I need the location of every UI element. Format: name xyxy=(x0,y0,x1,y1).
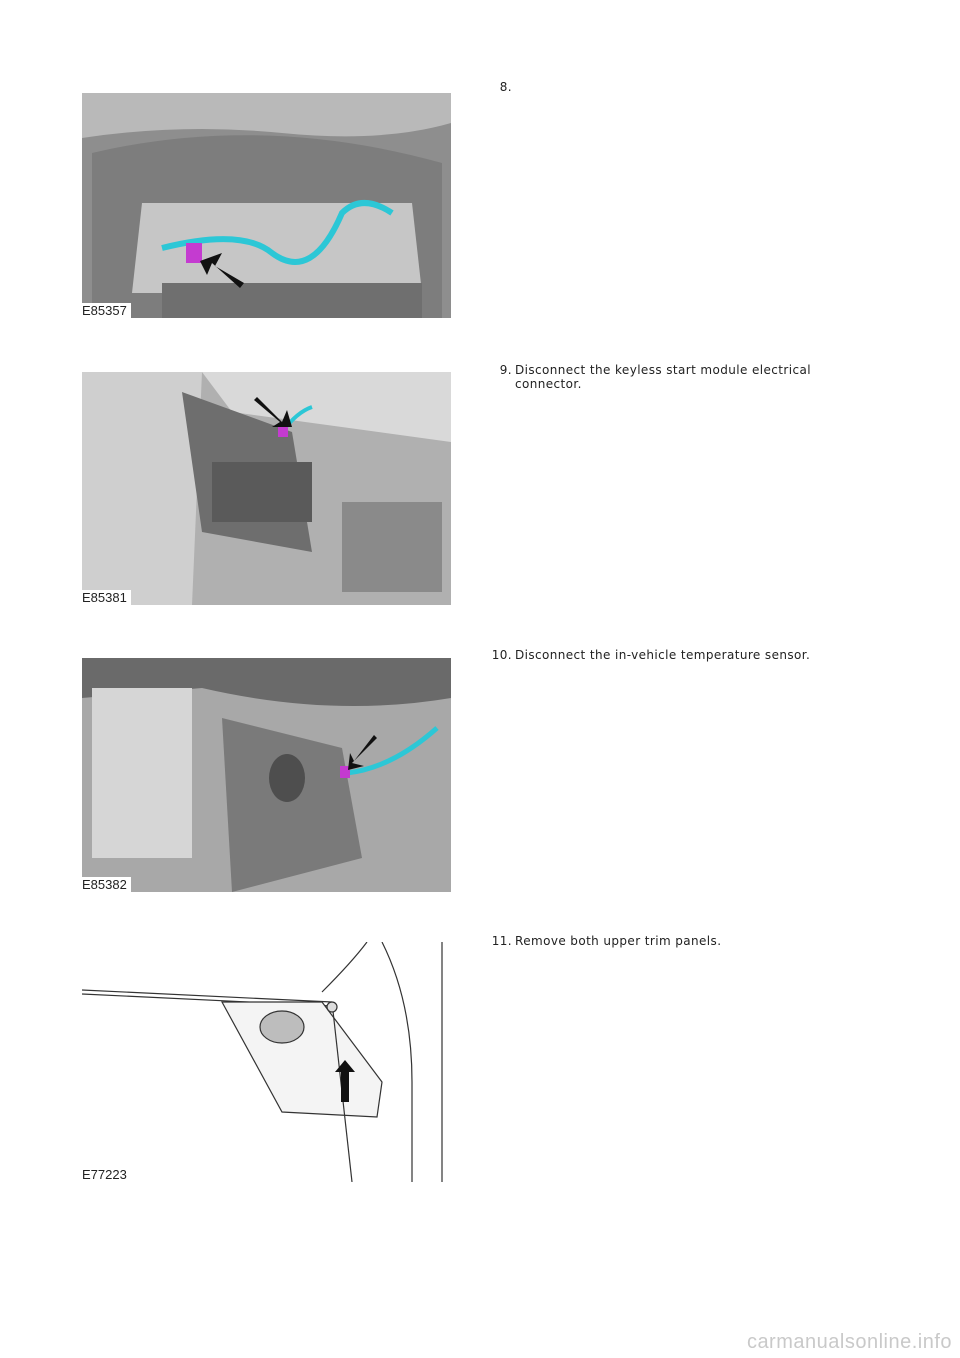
figure-code: E85382 xyxy=(82,877,131,892)
step-number: 11. xyxy=(491,934,512,948)
figure-step-10 xyxy=(82,658,451,892)
connector-highlight xyxy=(186,243,202,263)
step-number: 10. xyxy=(491,648,512,662)
step-instruction: Disconnect the keyless start module electrical connector. xyxy=(515,363,811,391)
step-number: 8. xyxy=(499,80,512,94)
figure-code: E77223 xyxy=(82,1167,131,1182)
dashboard-harness-illustration xyxy=(82,93,451,318)
connector-highlight xyxy=(278,427,288,437)
site-watermark: carmanualsonline.info xyxy=(746,1331,952,1353)
figure-step-9 xyxy=(82,372,451,605)
step-instruction: Disconnect the in-vehicle temperature sensor. xyxy=(515,648,811,662)
step-instruction: Remove both upper trim panels. xyxy=(515,934,722,948)
figure-code: E85381 xyxy=(82,590,131,605)
figure-step-8 xyxy=(82,93,451,318)
keyless-module-illustration xyxy=(82,372,451,605)
figure-step-11 xyxy=(82,942,451,1182)
upper-trim-panel-line-drawing xyxy=(82,942,451,1182)
step-number: 9. xyxy=(499,363,512,377)
temperature-sensor-illustration xyxy=(82,658,451,892)
figure-code: E85357 xyxy=(82,303,131,318)
